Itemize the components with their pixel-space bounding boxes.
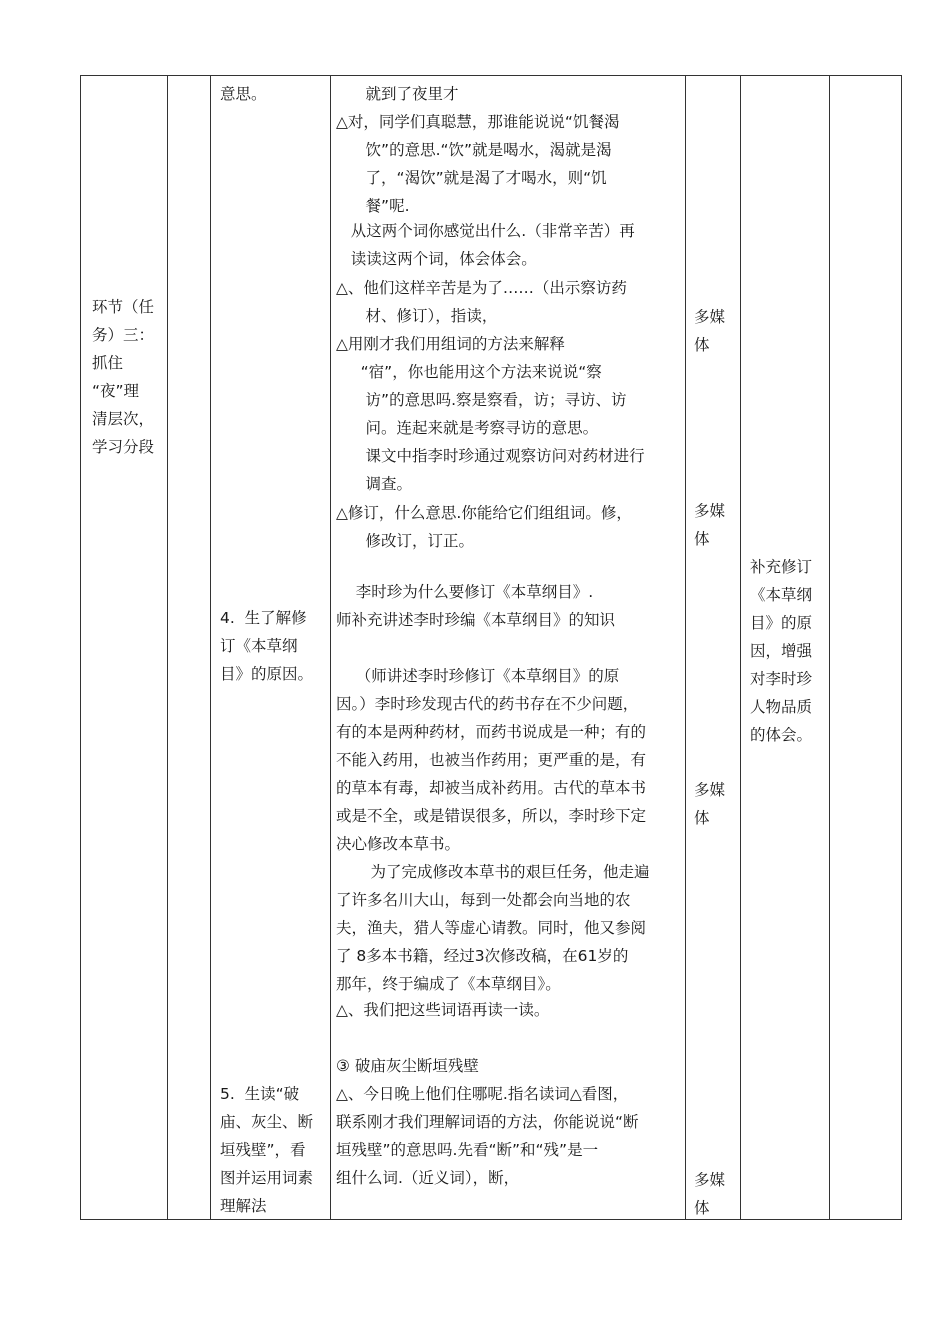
process-text: △、他们这样辛苦是为了……（出示察访药 材、修订），指读， (336, 279, 627, 325)
process-text: △、我们把这些词语再读一读。 (336, 1001, 550, 1019)
process-text: △、今日晚上他们住哪呢.指名读词△看图， 联系刚才我们理解词语的方法，你能说说“断 垣残壁”的意思吗.先看“断”和“残”是一 组什么词.（近义词），断， (336, 1085, 639, 1187)
process-text: 为了完成修改本草书的艰巨任务，他走遍 了许多名川大山，每到一处都会向当地的农 夫，渔夫，猎人等虚心请教。同时，他又参阅 了 8多本书籍，经过3次修改稿，在61岁的 那年，终于编成了《本草纲目》。 (336, 863, 650, 993)
column-divider (829, 75, 830, 1220)
student-activity-5: 5. 生读“破 庙、灰尘、断 垣残壁”，看 图并运用词素 理解法 (220, 1085, 314, 1215)
process-text: △用刚才我们用组词的方法来解释 “宿”，你也能用这个方法来说说“察 访”的意思吗.察是察看，访；寻访、访 问。连起来就是考察寻访的意思。 课文中指李时珍通过观察访问对药材进行 调查。 (336, 335, 645, 493)
process-text: ③ 破庙灰尘断垣残壁 (336, 1057, 479, 1075)
stage-label: 环节（任 务）三： 抓住 “夜”理 清层次， 学习分段 (92, 298, 155, 456)
process-text: 李时珍为什么要修订《本草纲目》. 师补充讲述李时珍编《本草纲目》的知识 (336, 583, 616, 629)
column-divider (330, 75, 331, 1220)
column-divider (740, 75, 741, 1220)
process-text: 就到了夜里才 (336, 85, 459, 103)
design-intent: 补充修订 《本草纲 目》的原 因，增强 对李时珍 人物品质 的体会。 (750, 558, 813, 744)
process-text: 从这两个词你感觉出什么.（非常辛苦）再 读读这两个词，体会体会。 (350, 222, 635, 268)
column-divider (685, 75, 686, 1220)
process-text: （师讲述李时珍修订《本草纲目》的原 因。）李时珍发现古代的药书存在不少问题， 有的本是两种药材，而药书说成是一种；有的 不能入药用，也被当作药用；更严重的是，有 的草本有毒，却被当成补药用。古代的草本书 或是不全，或是错误很多，所以，李时珍下定 决心修改本草书。 (336, 667, 647, 853)
column-divider (167, 75, 168, 1220)
process-text: △修订，什么意思.你能给它们组组词。修， 修改订，订正。 (336, 504, 632, 550)
media-label: 多媒 体 (694, 308, 726, 354)
media-label: 多媒 体 (694, 781, 726, 827)
media-label: 多媒 体 (694, 1171, 726, 1217)
process-text: △对，同学们真聪慧，那谁能说说“饥餐渴 饮”的意思.“饮”就是喝水，渴就是渴 了，“渴饮”就是渴了才喝水，则“饥 餐”呢. (336, 113, 620, 215)
student-activity-1: 意思。 (220, 85, 267, 103)
student-activity-4: 4. 生了解修 订《本草纲 目》的原因。 (220, 609, 314, 683)
media-label: 多媒 体 (694, 502, 726, 548)
column-divider (210, 75, 211, 1220)
